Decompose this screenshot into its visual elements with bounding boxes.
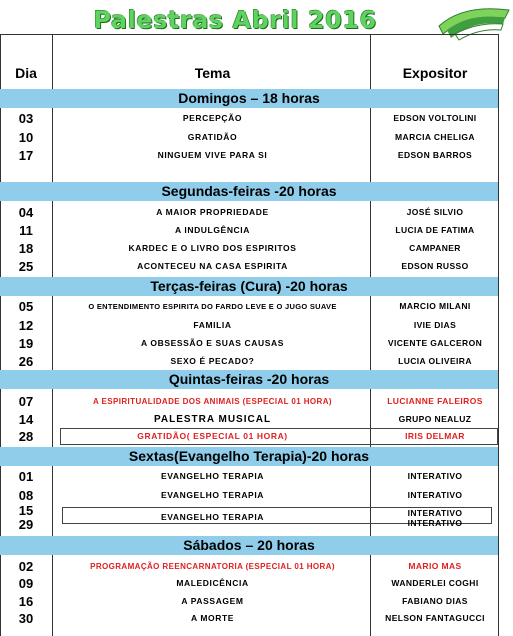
row-dia: 16 (18, 594, 34, 609)
row-expositor: INTERATIVO (407, 471, 463, 481)
row-expositor: JOSÉ SILVIO (406, 207, 464, 217)
row-expositor: LUCIANNE FALEIROS (387, 396, 483, 406)
row-expositor: GRUPO NEALUZ (398, 414, 472, 424)
row-dia: 03 (18, 111, 34, 126)
header-dia: Dia (15, 65, 37, 81)
row-tema: A OBSESSÃO E SUAS CAUSAS (140, 338, 285, 348)
section-tercas: Terças-feiras (Cura) -20 horas (0, 277, 498, 296)
section-domingos: Domingos – 18 horas (0, 89, 498, 108)
row-dia: 15 (18, 503, 34, 518)
row-tema: EVANGELHO TERAPIA (160, 490, 265, 500)
header-expositor: Expositor (402, 65, 468, 81)
table-row (0, 558, 498, 575)
row-dia: 04 (18, 205, 34, 220)
row-expositor: FABIANO DIAS (402, 596, 468, 606)
row-expositor: LUCIA DE FATIMA (395, 225, 475, 235)
row-tema: FAMILIA (193, 320, 232, 330)
section-sabados: Sábados – 20 horas (0, 536, 498, 555)
table-row (0, 317, 498, 334)
row-dia: 01 (18, 469, 34, 484)
table-row (0, 503, 498, 535)
row-dia: 10 (18, 130, 34, 145)
table-row (0, 298, 498, 315)
table-row (0, 110, 498, 127)
row-dia: 18 (18, 241, 34, 256)
row-tema: EVANGELHO TERAPIA (160, 512, 265, 522)
row-dia: 17 (18, 148, 34, 163)
table-row (0, 468, 498, 485)
row-expositor: LUCIA OLIVEIRA (398, 356, 472, 366)
row-expositor: MARCIO MILANI (399, 301, 471, 311)
row-expositor-second: INTERATIVO (407, 518, 463, 528)
row-dia: 28 (18, 429, 34, 444)
row-expositor: EDSON VOLTOLINI (393, 113, 477, 123)
table-row (0, 353, 498, 370)
table-row (0, 610, 498, 627)
table-row (0, 129, 498, 146)
row-dia: 12 (18, 318, 34, 333)
table-row (0, 411, 498, 428)
row-dia: 25 (18, 259, 34, 274)
row-expositor: WANDERLEI COGHI (391, 578, 479, 588)
table-row (0, 258, 498, 275)
row-dia: 30 (18, 611, 34, 626)
table-row (0, 222, 498, 239)
row-tema: PERCEPÇÃO (182, 113, 243, 123)
row-expositor: MARIO MAS (408, 561, 462, 571)
table-row (0, 593, 498, 610)
row-dia: 19 (18, 336, 34, 351)
row-expositor: INTERATIVO (407, 490, 463, 500)
row-tema: KARDEC E O LIVRO DOS ESPIRITOS (128, 243, 297, 253)
row-tema: EVANGELHO TERAPIA (160, 471, 265, 481)
row-expositor: NELSON FANTAGUCCI (385, 613, 485, 623)
row-expositor: MARCIA CHELIGA (395, 132, 475, 142)
row-dia-second: 29 (18, 517, 34, 532)
row-dia: 08 (18, 488, 34, 503)
table-top-border (0, 34, 499, 35)
row-dia: 09 (18, 576, 34, 591)
row-dia: 14 (18, 412, 34, 427)
row-tema: GRATIDÃO (187, 132, 238, 142)
table-row (0, 487, 498, 504)
table-row (0, 240, 498, 257)
table-row (0, 335, 498, 352)
row-tema: SEXO É PECADO? (170, 356, 255, 366)
row-expositor: CAMPANER (409, 243, 461, 253)
row-tema: ACONTECEU NA CASA ESPIRITA (137, 261, 288, 271)
row-tema: PROGRAMAÇÃO REENCARNATORIA (ESPECIAL 01 HORA) (90, 562, 335, 571)
row-tema: A ESPIRITUALIDADE DOS ANIMAIS (ESPECIAL 01 HORA) (93, 397, 332, 406)
section-segundas: Segundas-feiras -20 horas (0, 182, 498, 201)
row-expositor: IRIS DELMAR (405, 431, 465, 441)
section-quintas: Quintas-feiras -20 horas (0, 370, 498, 389)
page-title: Palestras Abril 2016 (93, 6, 377, 34)
table-row (0, 393, 498, 410)
row-dia: 02 (18, 559, 34, 574)
header-tema: Tema (194, 65, 231, 81)
table-row (18, 428, 498, 445)
row-tema: MALEDICÊNCIA (176, 578, 249, 588)
row-expositor: IVIE DIAS (413, 320, 457, 330)
row-tema: NINGUEM VIVE PARA SI (157, 150, 268, 160)
row-expositor: INTERATIVO (407, 508, 463, 518)
row-tema: O ENTENDIMENTO ESPIRITA DO FARDO LEVE E O JUGO SUAVE (88, 302, 337, 311)
table-row (0, 147, 498, 164)
section-sextas: Sextas(Evangelho Terapia)-20 horas (0, 447, 498, 466)
row-tema: A MORTE (190, 613, 235, 623)
row-dia: 05 (18, 299, 34, 314)
logo (433, 0, 513, 44)
row-tema: A INDULGÊNCIA (174, 225, 250, 235)
row-expositor: EDSON BARROS (397, 150, 473, 160)
table-row (0, 204, 498, 221)
row-dia: 26 (18, 354, 34, 369)
row-dia: 11 (19, 223, 33, 238)
row-tema: GRATIDÃO( ESPECIAL 01 HORA) (137, 431, 288, 441)
row-expositor: EDSON RUSSO (401, 261, 469, 271)
row-tema: A PASSAGEM (181, 596, 244, 606)
table-row (0, 575, 498, 592)
table-border-right (498, 34, 499, 636)
row-tema: A MAIOR PROPRIEDADE (156, 207, 269, 217)
row-expositor: VICENTE GALCERON (387, 338, 483, 348)
row-tema: PALESTRA MUSICAL (153, 414, 272, 425)
row-dia: 07 (18, 394, 34, 409)
